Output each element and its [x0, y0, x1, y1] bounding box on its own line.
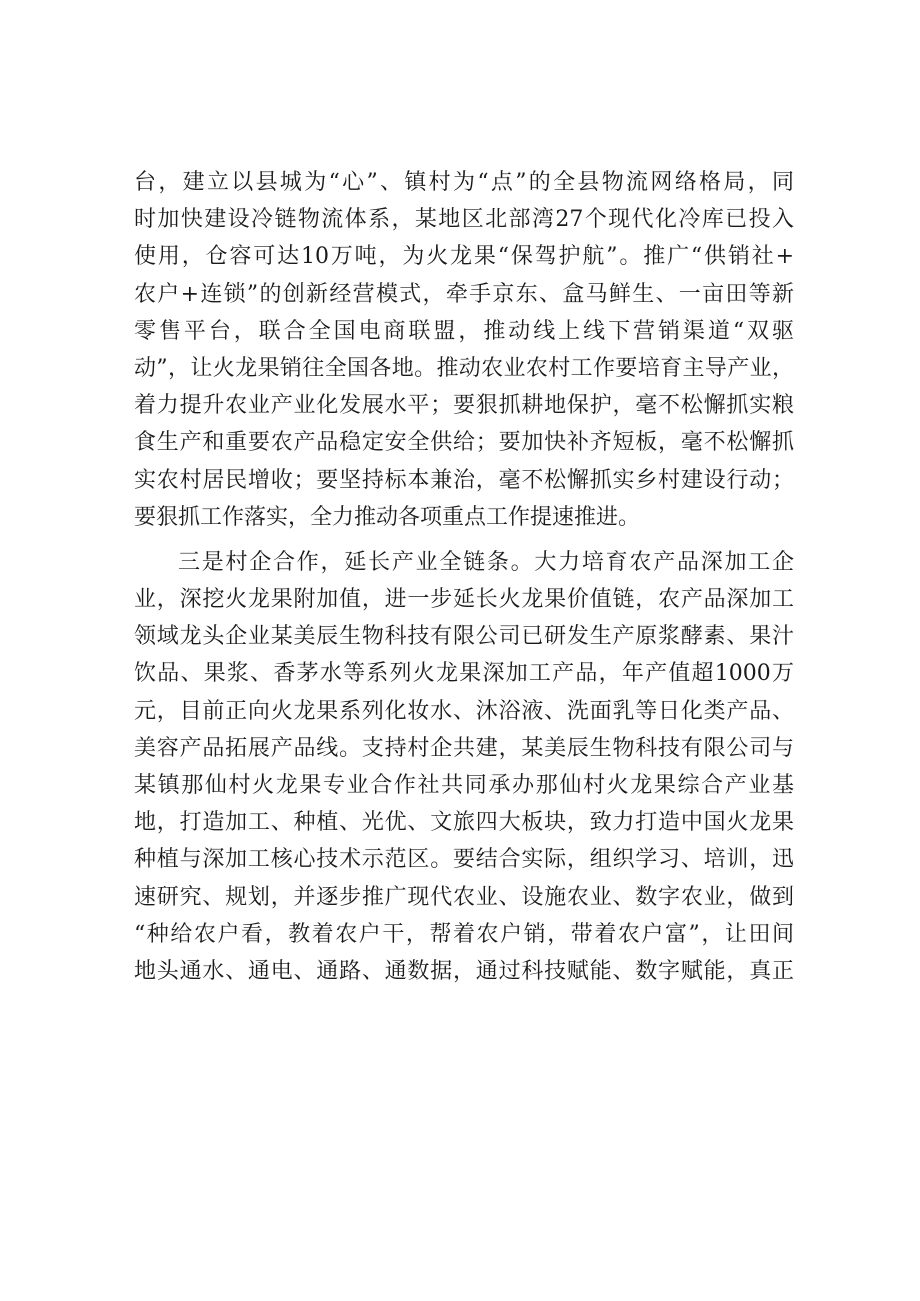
text-line: 业，深挖火龙果附加值，进一步延长火龙果价值链，农产品深加工 [134, 587, 794, 613]
text-line: 种植与深加工核心技术示范区。要结合实际，组织学习、培训，迅 [134, 847, 794, 873]
text-line: 使用，仓容可达10万吨，为火龙果“保驾护航”。推广“供销社+ [134, 244, 794, 270]
text-line: 地头通水、通电、通路、通数据，通过科技赋能、数字赋能，真正 [134, 958, 794, 984]
text-line: 领域龙头企业某美辰生物科技有限公司已研发生产原浆酵素、果汁 [134, 624, 794, 650]
text-line: 饮品、果浆、香茅水等系列火龙果深加工产品，年产值超1000万 [134, 661, 794, 687]
text-line: 三是村企合作，延长产业全链条。大力培育农产品深加工企 [178, 549, 794, 575]
text-line: “种给农户看，教着农户干，帮着农户销，带着农户富”，让田间 [134, 921, 794, 947]
text-line: 台，建立以县城为“心”、镇村为“点”的全县物流网络格局，同 [134, 170, 794, 195]
paragraph-spacer [134, 536, 794, 544]
text-line: 农户+连锁”的创新经营模式，牵手京东、盒马鲜生、一亩田等新 [134, 281, 794, 307]
text-line: 某镇那仙村火龙果专业合作社共同承办那仙村火龙果综合产业基 [134, 773, 794, 798]
text-line: 着力提升农业产业化发展水平；要狠抓耕地保护，毫不松懈抓实粮 [134, 393, 794, 419]
text-line: 零售平台，联合全国电商联盟，推动线上线下营销渠道“双驱 [134, 318, 794, 344]
text-line: 动”，让火龙果销往全国各地。推动农业农村工作要培育主导产业， [134, 355, 794, 381]
paragraph-1 [134, 164, 794, 536]
text-line: 美容产品拓展产品线。支持村企共建，某美辰生物科技有限公司与 [134, 735, 794, 761]
text-line: 时加快建设冷链物流体系，某地区北部湾27个现代化冷库已投入 [134, 207, 794, 233]
text-line: 速研究、规划，并逐步推广现代农业、设施农业、数字农业，做到 [134, 884, 794, 910]
text-line: 食生产和重要农产品稳定安全供给；要加快补齐短板，毫不松懈抓 [134, 430, 794, 456]
text-line: 要狠抓工作落实，全力推动各项重点工作提速推进。 [134, 504, 641, 530]
text-line: 元，目前正向火龙果系列化妆水、沐浴液、洗面乳等日化类产品、 [134, 698, 794, 724]
paragraph-2 [134, 544, 794, 990]
text-line: 实农村居民增收；要坚持标本兼治，毫不松懈抓实乡村建设行动； [134, 467, 794, 493]
document-body [134, 164, 794, 990]
text-line: 地，打造加工、种植、光优、文旅四大板块，致力打造中国火龙果 [134, 810, 794, 836]
